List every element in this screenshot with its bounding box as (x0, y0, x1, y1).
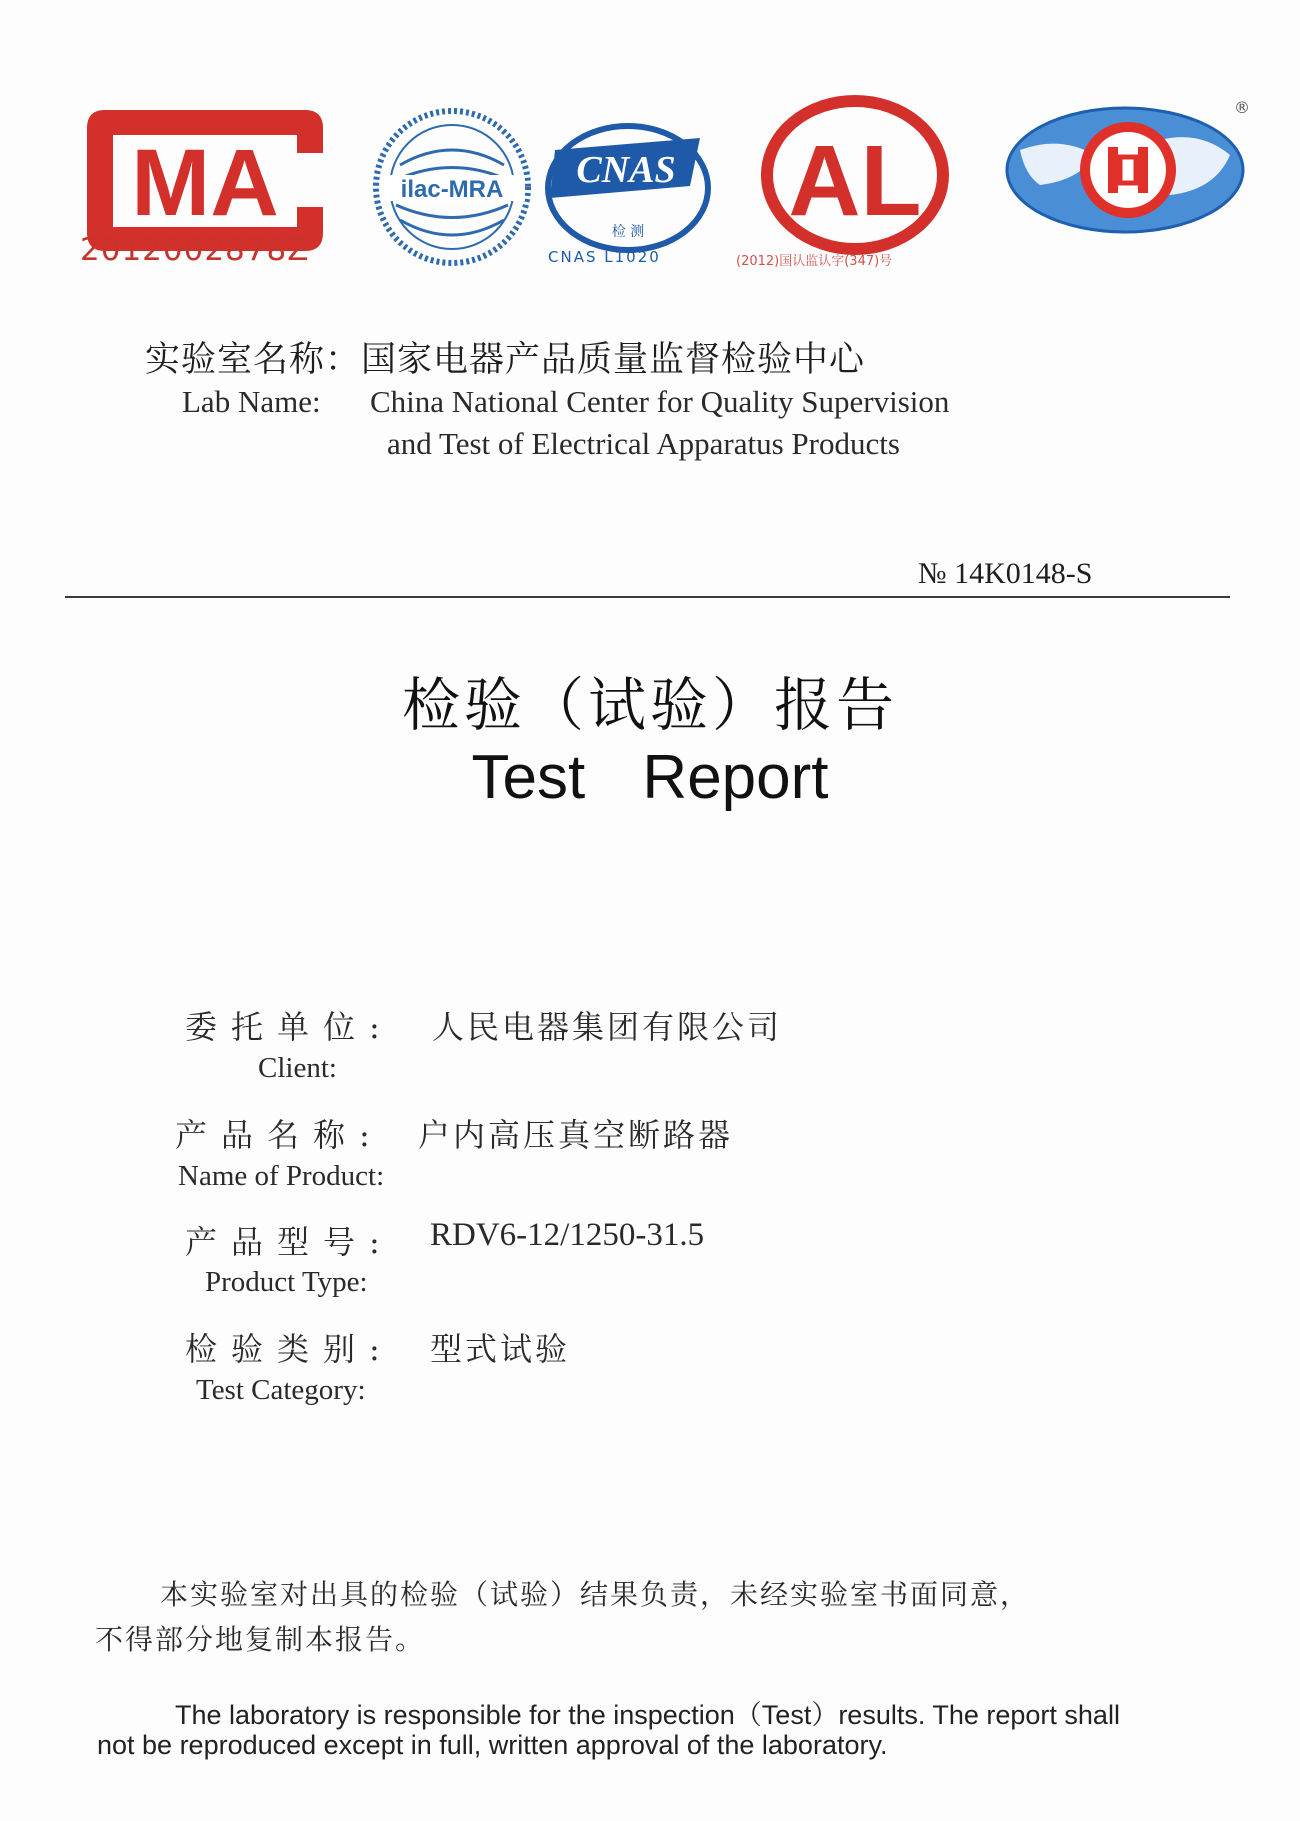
al-logo-text: AL (788, 125, 922, 237)
product-type-label-en: Product Type: (205, 1266, 368, 1298)
client-label-en: Client: (258, 1052, 337, 1084)
notice-english-line1: The laboratory is responsible for the inspection（Test）results. The report shall (175, 1700, 1120, 1730)
test-category-label-cn: 检验类别: (185, 1330, 394, 1368)
header-divider (65, 596, 1230, 598)
notice-english-line2: not be reproduced except in full, written approval of the laboratory. (97, 1730, 888, 1760)
test-category-value: 型式试验 (430, 1330, 571, 1368)
ilac-mra-logo (370, 105, 535, 270)
client-value: 人民电器集团有限公司 (432, 1008, 783, 1046)
ilac-logo-text: ilac-MRA (400, 176, 504, 203)
product-type-value: RDV6-12/1250-31.5 (430, 1217, 705, 1253)
report-title-chinese: 检验（试验）报告 (401, 671, 898, 739)
registered-mark: ® (1234, 98, 1250, 117)
product-type-label-cn: 产品型号: (185, 1223, 394, 1261)
product-name-label-cn: 产品名称: (175, 1116, 384, 1154)
report-number: № 14K0148-S (918, 557, 1093, 590)
client-label-cn: 委托单位: (185, 1008, 394, 1046)
cnas-accreditation-number: CNAS L1020 (548, 248, 661, 266)
cma-logo-text: MA (131, 130, 279, 236)
cnas-logo-subtext: 检 测 (611, 224, 645, 240)
product-name-value: 户内高压真空断路器 (418, 1116, 734, 1154)
notice-chinese-line2: 不得部分地复制本报告。 (95, 1623, 426, 1656)
al-certificate-number: (2012)国认监认字(347)号 (736, 254, 893, 269)
notice-chinese-line1: 本实验室对出具的检验（试验）结果负责，未经实验室书面同意， (160, 1578, 1031, 1611)
lab-name-chinese: 实验室名称：国家电器产品质量监督检验中心 (145, 340, 866, 380)
report-title-english: Test Report (471, 743, 829, 812)
lab-name-label: Lab Name: (182, 384, 321, 419)
lab-name-english-line1: China National Center for Quality Supervision (370, 384, 950, 419)
product-name-label-en: Name of Product: (178, 1160, 385, 1192)
cnas-logo-text: CNAS (576, 149, 676, 191)
cqc-globe-logo (1000, 95, 1250, 245)
test-category-label-en: Test Category: (196, 1374, 366, 1406)
cma-certificate-number: 2012002878Z (80, 232, 310, 268)
lab-name-english-line2: and Test of Electrical Apparatus Products (387, 426, 900, 461)
